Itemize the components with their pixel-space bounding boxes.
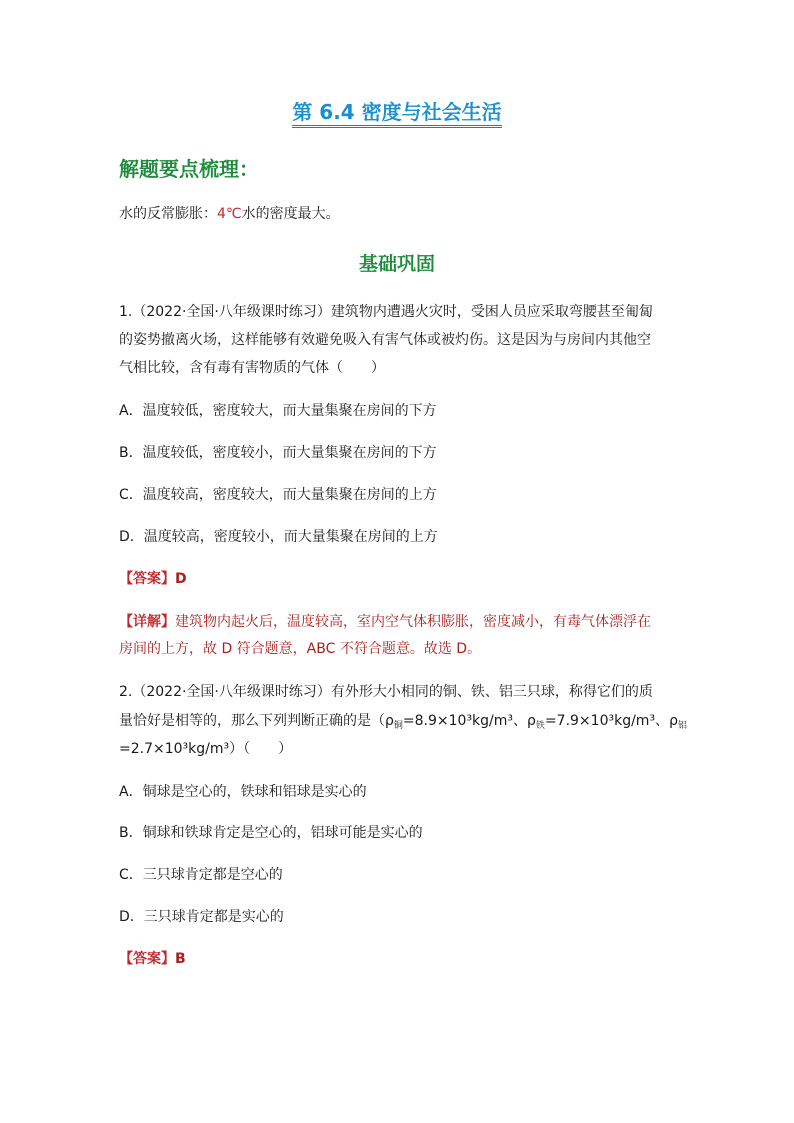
q2-option-d: D．三只球肯定都是实心的: [119, 909, 284, 925]
section-heading: 基础巩固: [358, 253, 435, 275]
q1-detail-line2: 房间的上方，故 D 符合题意，ABC 不符合题意。故选 D。: [119, 641, 482, 657]
q2-option-b: B．铜球和铁球肯定是空心的，铝球可能是实心的: [119, 825, 423, 841]
q2-stem-line1: 2.（2022·全国·八年级课时练习）有外形大小相同的铜、铁、铝三只球，称得它们的质: [119, 684, 653, 700]
q1-stem-line3: 气相比较，含有毒有害物质的气体（ ）: [119, 360, 385, 376]
temperature-highlight: 4℃: [217, 206, 242, 222]
q1-stem-line1: 1.（2022·全国·八年级课时练习）建筑物内遭遇火灾时，受困人员应采取弯腰甚至匍匐: [119, 304, 653, 320]
summary-text: 水的反常膨胀：4℃水的密度最大。: [119, 206, 340, 222]
q1-stem-line2: 的姿势撤离火场，这样能够有效避免吸入有害气体或被灼伤。这是因为与房间内其他空: [119, 332, 651, 348]
q1-option-a: A．温度较低，密度较大，而大量集聚在房间的下方: [119, 403, 437, 419]
q2-option-c: C．三只球肯定都是空心的: [119, 867, 283, 883]
q1-detail-line1: 【详解】建筑物内起火后，温度较高，室内空气体积膨胀，密度减小，有毒气体漂浮在: [119, 614, 651, 630]
q1-option-c: C．温度较高，密度较大，而大量集聚在房间的上方: [119, 487, 437, 503]
q2-option-a: A．铜球是空心的，铁球和铝球是实心的: [119, 784, 367, 800]
q1-option-b: B．温度较低，密度较小，而大量集聚在房间的下方: [119, 445, 437, 461]
q2-stem-line2: 量恰好是相等的，那么下列判断正确的是（$\rho_铜=8.9\times 10^3kg/m^3$、$\rho_铁=7.9\times 10^3kg/m^3$、$\rho_铝$: [119, 713, 687, 731]
q1-option-d: D．温度较高，密度较小，而大量集聚在房间的上方: [119, 529, 438, 545]
q1-answer: 【答案】D: [119, 571, 187, 587]
summary-heading: 解题要点梳理：: [119, 157, 259, 181]
q2-answer: 【答案】B: [119, 951, 186, 967]
q2-stem-line3: =2.7×10³kg/m³）（ ）: [119, 741, 293, 757]
page-title: 第 6.4 密度与社会生活: [0, 96, 794, 125]
